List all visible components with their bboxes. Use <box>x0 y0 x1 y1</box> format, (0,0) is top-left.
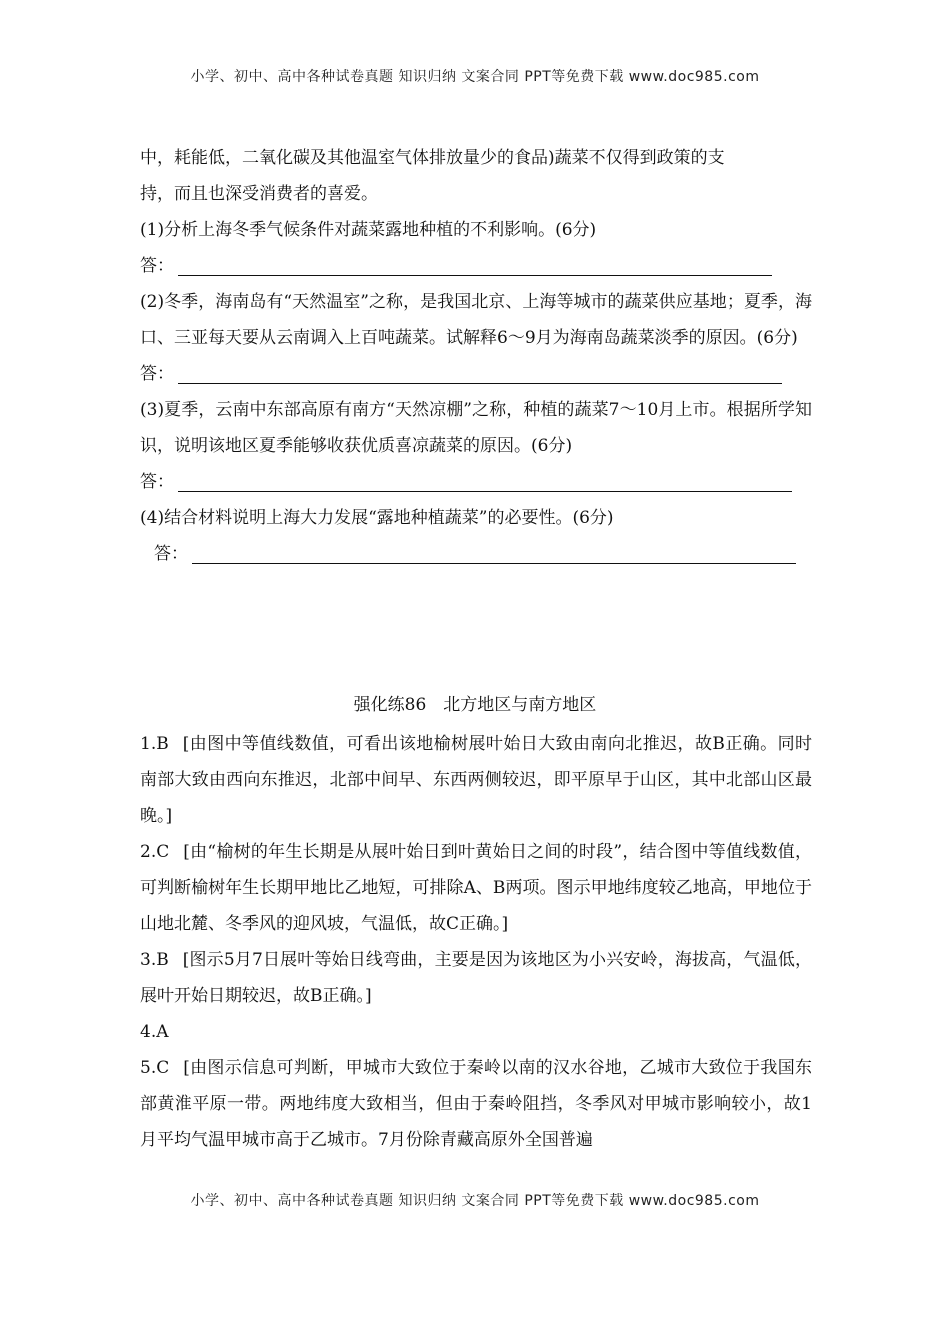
answer-item-5 <box>140 1050 812 1158</box>
answer-line-2 <box>140 356 812 392</box>
answer-explanation: [由图中等值线数值，可看出该地榆树展叶始日大致由南向北推迟，故B正确。同时南部大致由西向东推迟，北部中间早、东西两侧较迟，即平原早于山区，其中北部山区最晚。] <box>140 734 812 826</box>
answer-line-1 <box>140 248 812 284</box>
page-header: 小学、初中、高中各种试卷真题 知识归纳 文案合同 PPT等免费下载 www.doc985.com <box>190 69 760 85</box>
answer-number: 3.B <box>140 950 169 970</box>
answer-explanation: [由图示信息可判断，甲城市大致位于秦岭以南的汉水谷地，乙城市大致位于我国东部黄淮平原一带。两地纬度大致相当，但由于秦岭阻挡，冬季风对甲城市影响较小，故1月平均气温甲城市高于乙城市。7月份除青藏高原外全国普遍 <box>140 1058 812 1150</box>
question-3: (3)夏季，云南中东部高原有南方“天然凉棚”之称，种植的蔬菜7～10月上市。根据所学知识，说明该地区夏季能够收获优质喜凉蔬菜的原因。(6分) <box>140 400 812 456</box>
answer-label: 答： <box>154 544 188 564</box>
answer-explanation: [图示5月7日展叶等始日线弯曲，主要是因为该地区为小兴安岭，海拔高，气温低，展叶开始日期较迟，故B正确。] <box>140 950 812 1006</box>
answer-item-3 <box>140 942 812 1014</box>
answer-number: 5.C <box>140 1058 170 1078</box>
answer-explanation: [由“榆树的年生长期是从展叶始日到叶黄始日之间的时段”，结合图中等值线数值，可判断榆树年生长期甲地比乙地短，可排除A、B两项。图示甲地纬度较乙地高，甲地位于山地北麓、冬季风的迎风坡，气温低，故C正确。] <box>140 842 812 934</box>
answer-label: 答： <box>140 472 174 492</box>
answer-item-2 <box>140 834 812 942</box>
question-1: (1)分析上海冬季气候条件对蔬菜露地种植的不利影响。(6分) <box>140 220 597 240</box>
answer-blank <box>178 359 782 384</box>
answer-blank <box>192 539 796 564</box>
answer-number: 2.C <box>140 842 170 862</box>
question-block <box>140 140 812 572</box>
answer-item-4 <box>140 1014 812 1050</box>
page-footer: 小学、初中、高中各种试卷真题 知识归纳 文案合同 PPT等免费下载 www.doc985.com <box>190 1193 760 1209</box>
answer-line-3 <box>140 464 812 500</box>
answer-line-4 <box>140 536 812 572</box>
question-2: (2)冬季，海南岛有“天然温室”之称，是我国北京、上海等城市的蔬菜供应基地；夏季，海口、三亚每天要从云南调入上百吨蔬菜。试解释6～9月为海南岛蔬菜淡季的原因。(6分) <box>140 292 812 348</box>
answer-blank <box>178 467 792 492</box>
answer-label: 答： <box>140 256 174 276</box>
answer-key <box>140 726 812 1158</box>
intro-line-2: 持，而且也深受消费者的喜爱。 <box>140 184 378 204</box>
answer-number: 1.B <box>140 734 169 754</box>
section-title: 强化练86 北方地区与南方地区 <box>353 695 597 715</box>
answer-label: 答： <box>140 364 174 384</box>
answer-number: 4.A <box>140 1022 169 1042</box>
answer-item-1 <box>140 726 812 834</box>
intro-line-1: 中，耗能低，二氧化碳及其他温室气体排放量少的食品)蔬菜不仅得到政策的支 <box>140 148 725 168</box>
question-4: (4)结合材料说明上海大力发展“露地种植蔬菜”的必要性。(6分) <box>140 508 614 528</box>
answer-blank <box>178 251 772 276</box>
